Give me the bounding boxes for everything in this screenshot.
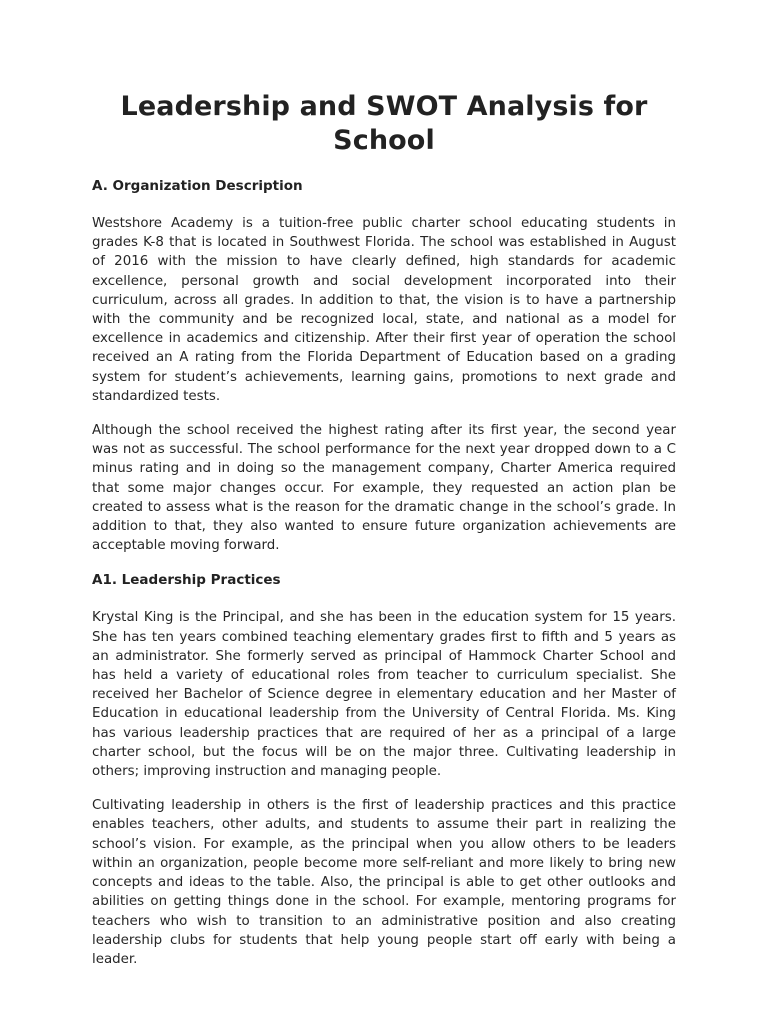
- paragraph: Westshore Academy is a tuition-free public charter school educating students in grades K-8 that is located in Southwest Florida. The school was established in August of 2016 with the mission to have clearly defined, high standards for academic excellence, personal growth and social development incorporated into their curriculum, across all grades. In addition to that, the vision is to have a partnership with the community and be recognized local, state, and national as a model for excellence in academics and citizenship. After their first year of operation the school received an A rating from the Florida Department of Education based on a grading system for student’s achievements, learning gains, promotions to next grade and standardized tests.: [92, 216, 676, 404]
- paragraph: Cultivating leadership in others is the first of leadership practices and this practice enables teachers, other adults, and students to assume their part in realizing the school’s vision. For example, as the principal when you allow others to be leaders within an organization, people become more self-reliant and more likely to bring new concepts and ideas to the table. Also, the principal is able to get other outlooks and abilities on getting things done in the school. For example, mentoring programs for teachers who wish to transition to an administrative position and also creating leadership clubs for students that help young people start off early with being a leader.: [92, 798, 676, 967]
- section-heading-organization-description: A. Organization Description: [92, 178, 303, 194]
- document-title: Leadership and SWOT Analysis for School: [120, 91, 648, 156]
- paragraph: Although the school received the highest rating after its first year, the second year was not as successful. The school performance for the next year dropped down to a C minus rating and in doing so the management company, Charter America required that some major changes occur. For example, they requested an action plan be created to assess what is the reason for the dramatic change in the school’s grade. In addition to that, they also wanted to ensure future organization achievements are acceptable moving forward.: [92, 423, 676, 554]
- paragraph: Krystal King is the Principal, and she has been in the education system for 15 years. She has ten years combined teaching elementary grades first to fifth and 5 years as an administrator. She formerly served as principal of Hammock Charter School and has held a variety of educational roles from teacher to curriculum specialist. She received her Bachelor of Science degree in elementary education and her Master of Education in educational leadership from the University of Central Florida. Ms. King has various leadership practices that are required of her as a principal of a large charter school, but the focus will be on the major three. Cultivating leadership in others; improving instruction and managing people.: [92, 610, 676, 780]
- section-heading-leadership-practices: A1. Leadership Practices: [92, 572, 281, 589]
